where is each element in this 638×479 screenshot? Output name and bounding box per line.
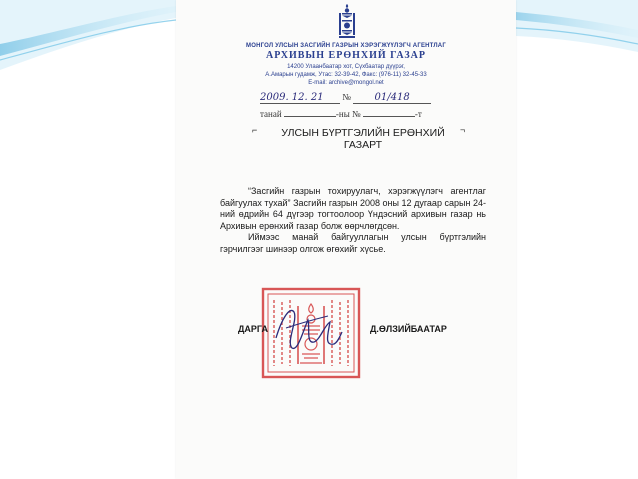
- number-label: №: [342, 92, 351, 102]
- address-corner-mark: ⌐: [252, 125, 258, 135]
- reply-suffix: -т: [414, 109, 422, 119]
- reply-prefix: танай: [260, 109, 282, 119]
- body-paragraph: Иймээс манай байгууллагын улсын бүртгэлийн гэрчилгээг шинээр олгож өгөхийг хүсье.: [220, 232, 486, 254]
- recipient-block: [263, 125, 466, 151]
- reply-mid: -ны №: [335, 109, 361, 119]
- soyombo-emblem-icon: [338, 4, 356, 40]
- recipient-line: УЛСЫН БҮРТГЭЛИЙН ЕРӨНХИЙ: [281, 127, 445, 139]
- reply-reference: [260, 109, 422, 119]
- signatory-name: Д.ӨЛЗИЙБААТАР: [370, 324, 447, 334]
- letter-date: 2009. 12. 21: [260, 92, 324, 103]
- letter-page: [176, 0, 516, 479]
- address-corner-mark: ¬: [460, 125, 466, 135]
- organization-name: АРХИВЫН ЕРӨНХИЙ ГАЗАР: [265, 50, 427, 61]
- letter-date-number: [260, 92, 431, 104]
- letter-number: 01/418: [374, 92, 410, 103]
- address-line: 14200 Улаанбаатар хот, Сүхбаатар дүүрэг,: [287, 64, 405, 70]
- handwritten-signature: [268, 298, 348, 358]
- address-line: А.Амарын гудамж, Утас: 32-39-42, Факс: (976-11) 32-45-33: [265, 72, 427, 78]
- recipient-line: ГАЗАРТ: [343, 139, 383, 151]
- organization-subtitle: МОНГОЛ УЛСЫН ЗАСГИЙН ГАЗРЫН ХЭРЭГЖҮҮЛЭГЧ АГЕНТЛАГ: [246, 43, 446, 49]
- signatory-title: ДАРГА: [238, 324, 268, 334]
- letter-body: [220, 186, 486, 256]
- email-line: E-mail: archive@mongol.net: [308, 80, 384, 86]
- body-paragraph: “Засгийн газрын тохируулагч, хэрэгжүүлэгч агентлаг байгуулах тухай” Засгийн газрын 2008 оны 12 дугаар сарын 24-ний өдрийн 64 дүгээр тогтоолоор Үндэсний архивын газар нь Архивын ерөнхий газар болж өөрчлөгдсөн.: [220, 186, 486, 231]
